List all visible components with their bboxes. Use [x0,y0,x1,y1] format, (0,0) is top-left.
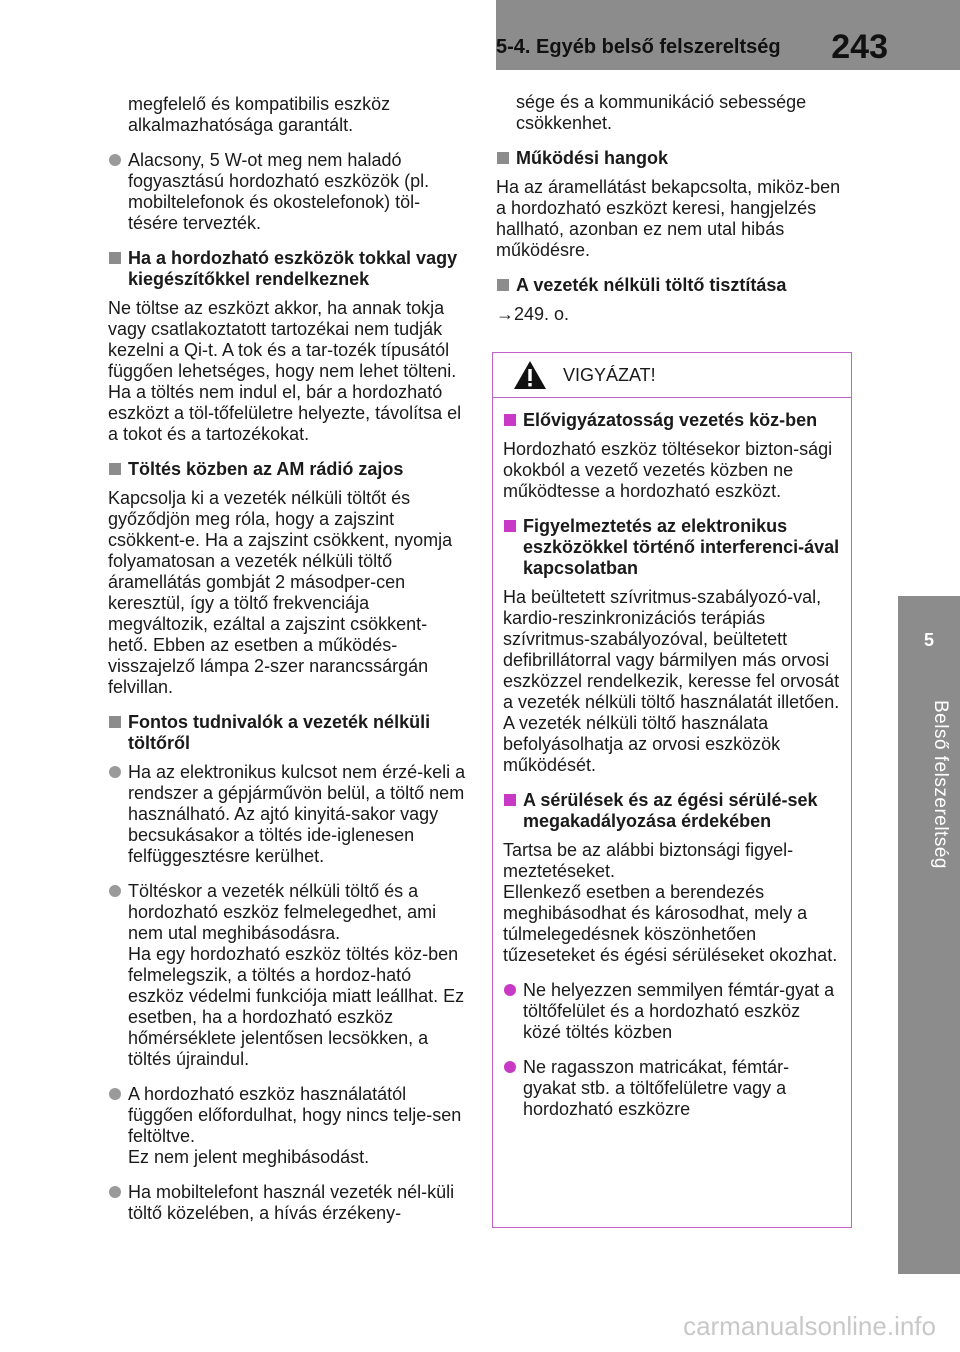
square-bullet-icon [504,794,516,806]
section-heading-text: Figyelmeztetés az elektronikus eszközökkel történő interferenci-ával kapcsolatban [523,516,840,578]
warning-text: Tartsa be az alábbi biztonsági figyel-meztetéseket. Ellenkező esetben a berendezés meghibásodhat és károsodhat, mely a túlmelegedésnek köszönhetően tűzeseteket és égési sérüléseket okozhat. [503,840,838,965]
warning-section-heading [503,516,841,579]
section-heading [496,275,852,296]
section-heading-text: Töltés közben az AM rádió zajos [128,459,404,479]
section-title: 5-4. Egyéb belső felszereltség [496,36,781,58]
warning-section-heading [503,790,841,832]
warning-triangle-icon [513,360,547,390]
list-item: A hordozható eszköz használatától függően előfordulhat, hogy nincs telje-sen feltöltve. Ez nem jelent meghibásodást. [108,1084,466,1168]
intro-continuation: megfelelő és kompatibilis eszköz alkalmazhatósága garantált. [128,94,391,135]
square-bullet-icon [504,414,516,426]
chapter-number-tab [898,596,960,684]
list-item: Ne helyezzen semmilyen fémtár-gyat a töltőfelület és a hordozható eszköz közé töltés közben [503,980,841,1043]
continuation-text: sége és a kommunikáció sebessége csökkenhet. [516,92,807,133]
page-reference-link[interactable]: →249. o. [496,304,570,324]
section-text: Ne töltse az eszközt akkor, ha annak tokja vagy csatlakoztatott tartozékai nem tudják kezelni a Qi-t. A tok és a tar-tozék típusától függően lehetséges, hogy nem lehet tölteni. Ha a töltés nem indul el, bár a hordozható eszközt a töl-tőfelületre helyezte, távolítsa el a tokot és a tartozékokat. [108,298,462,444]
right-column [496,92,852,339]
warning-header [493,353,851,398]
section-heading-text: A sérülések és az égési sérülé-sek megakadályozása érdekében [523,790,818,831]
warning-text: Hordozható eszköz töltésekor bizton-sági okokból a vezető vezetés közben ne működtesse a hordozható eszközt. [503,439,833,501]
chapter-title: Belső felszereltség [930,700,951,869]
section-text: Kapcsolja ki a vezeték nélküli töltőt és győződjön meg róla, hogy a zajszint csökkent-e. Ha a zajszint csökkent, nyomja folyamatosan a vezeték nélküli töltő áramellátás gombját 2 másodper-cen keresztül, így a töltő frekvenciája megváltozik, ezáltal a zajszint csökkent-hető. Ebben az esetben a működés-visszajelző lámpa 2-szer narancssárgán felvillan. [108,488,453,697]
warning-label: VIGYÁZAT! [563,364,656,385]
list-item: Alacsony, 5 W-ot meg nem haladó fogyasztású hordozható eszközök (pl. mobiltelefonok és okostelefonok) töl-tésére tervezték. [108,150,466,234]
watermark: carmanualsonline.info [683,1311,936,1341]
section-heading [108,459,466,480]
square-bullet-icon [109,716,121,728]
square-bullet-icon [109,463,121,475]
chapter-number: 5 [923,629,934,650]
list-item: Töltéskor a vezeték nélküli töltő és a hordozható eszköz felmelegedhet, ami nem utal meghibásodásra. Ha egy hordozható eszköz töltés köz-ben felmelegszik, a töltés a hordoz-ható eszköz védelmi funkciója miatt leállhat. Ez esetben, ha a hordozható eszköz hőmérséklete jelentősen lecsökken, a töltés újraindul. [108,881,466,1070]
square-bullet-icon [497,152,509,164]
section-heading-text: Elővigyázatosság vezetés köz-ben [523,410,818,430]
section-heading [108,712,466,754]
warning-section-heading [503,410,841,431]
square-bullet-icon [109,252,121,264]
warning-text: Ha beültetett szívritmus-szabályozó-val, kardio-reszinkronizációs terápiás szívritmus-szabályozóval, beültetett defibrillátorral vagy bármilyen más orvosi eszközzel rendelkezik, keresse fel orvosát a vezeték nélküli töltő használatát illetően. A vezeték nélküli töltő használata befolyásolhatja az orvosi eszközök működését. [503,587,840,775]
left-column [108,94,466,1238]
section-heading-text: Működési hangok [516,148,669,168]
square-bullet-icon [504,520,516,532]
section-text: Ha az áramellátást bekapcsolta, miköz-ben a hordozható eszközt keresi, hangjelzés hallható, azonban ez nem utal hibás működésre. [496,177,841,260]
warning-box [492,352,852,1228]
list-item: Ha az elektronikus kulcsot nem érzé-keli a rendszer a gépjárművön belül, a töltő nem használható. Az ajtó kinyitá-sakor vagy becsukásakor a töltés ide-iglenesen felfüggesztésre kerülhet. [108,762,466,867]
warning-body [493,398,851,1120]
square-bullet-icon [497,279,509,291]
section-heading-text: A vezeték nélküli töltő tisztítása [516,275,787,295]
header-bar [496,0,960,70]
section-heading [108,248,466,290]
list-item: Ha mobiltelefont használ vezeték nél-küli töltő közelében, a hívás érzékeny- [108,1182,466,1224]
section-heading-text: Ha a hordozható eszközök tokkal vagy kiegészítőkkel rendelkeznek [128,248,458,289]
section-heading [496,148,852,169]
list-item: Ne ragasszon matricákat, fémtár-gyakat stb. a töltőfelületre vagy a hordozható eszközre [503,1057,841,1120]
section-heading-text: Fontos tudnivalók a vezeték nélküli töltőről [128,712,431,753]
page-number: 243 [831,28,888,66]
